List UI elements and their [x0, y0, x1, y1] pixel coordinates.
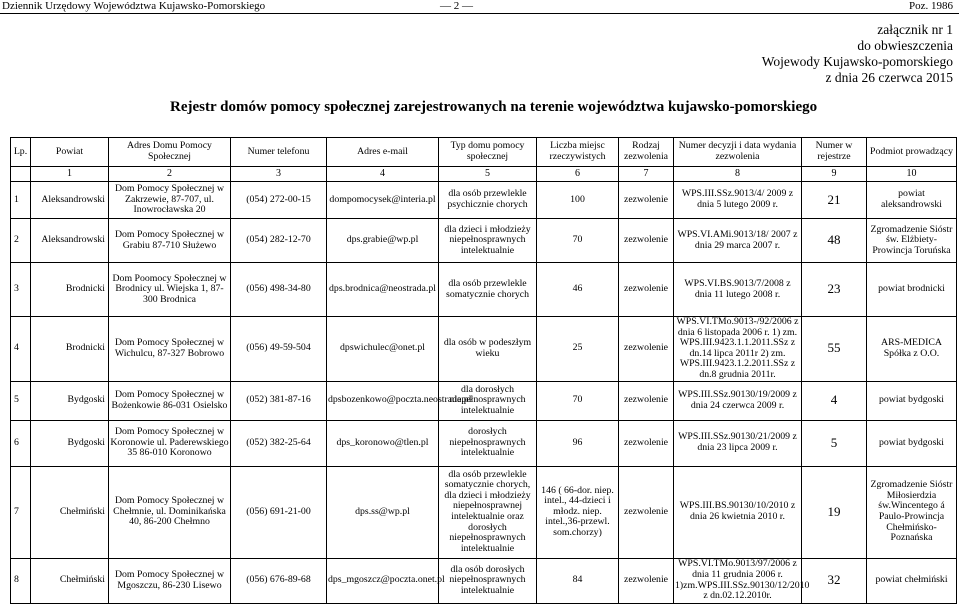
cell-powiat: Aleksandrowski: [31, 219, 109, 263]
cell-places: 46: [537, 263, 619, 317]
cell-email: dpswichulec@onet.pl: [327, 317, 439, 382]
column-header: Adres Domu Pomocy Społecznej: [109, 138, 231, 167]
cell-decision: WPS.III.SSz.90130/19/2009 z dnia 24 czerwca 2009 r.: [674, 381, 802, 420]
column-number: 9: [802, 167, 867, 182]
cell-permit: zezwolenie: [619, 558, 674, 603]
cell-places: 25: [537, 317, 619, 382]
table-row: [11, 381, 957, 420]
column-number: 5: [439, 167, 537, 182]
table-row: [11, 219, 957, 263]
cell-email: dpsbozenkowo@poczta.neostrada.pl: [327, 381, 439, 420]
table-row: [11, 317, 957, 382]
cell-places: 100: [537, 182, 619, 219]
column-header: Rodzaj zezwolenia: [619, 138, 674, 167]
cell-powiat: Chełmiński: [31, 466, 109, 558]
column-header: Typ domu pomocy społecznej: [439, 138, 537, 167]
cell-address: Dom Pomocy Społecznej w Wichulcu, 87-327 Bobrowo: [109, 317, 231, 382]
column-number: 1: [31, 167, 109, 182]
cell-lp: 4: [11, 317, 31, 382]
cell-email: dps_koronowo@tlen.pl: [327, 420, 439, 466]
table-row: [11, 558, 957, 603]
cell-decision: WPS.VI.TMo.9013/97/2006 z dnia 11 grudnia 2006 r. 1)zm.WPS.III.SSz.90130/12/2010 z dn.02.12.2010r.: [675, 558, 810, 602]
cell-decision: WPS.III.BS.90130/10/2010 z dnia 26 kwietnia 2010 r.: [674, 466, 802, 558]
cell-address: Dom Pomocy Społecznej w Zakrzewie, 87-707, ul. Inowrocławska 20: [109, 182, 231, 219]
table-row: [11, 466, 957, 558]
cell-operator: ARS-MEDICA Spółka z O.O.: [867, 317, 957, 382]
cell-regnum: 5: [802, 420, 867, 466]
cell-permit: zezwolenie: [619, 420, 674, 466]
cell-phone: (052) 382-25-64: [231, 420, 327, 466]
cell-powiat: Brodnicki: [31, 317, 109, 382]
cell-decision: WPS.III.SSz.90130/21/2009 z dnia 23 lipca 2009 r.: [674, 420, 802, 466]
column-header: Numer w rejestrze: [802, 138, 867, 167]
cell-phone: (056) 49-59-504: [231, 317, 327, 382]
column-number: 4: [327, 167, 439, 182]
cell-regnum: 55: [802, 317, 867, 382]
cell-places: 70: [537, 219, 619, 263]
position-number: Poz. 1986: [909, 0, 953, 12]
cell-phone: (052) 381-87-16: [231, 381, 327, 420]
cell-operator: powiat aleksandrowski: [867, 182, 957, 219]
column-number: [11, 167, 31, 182]
cell-permit: zezwolenie: [619, 466, 674, 558]
annex-line: Wojewody Kujawsko-pomorskiego: [761, 54, 953, 69]
cell-phone: (054) 272-00-15: [231, 182, 327, 219]
cell-permit: zezwolenie: [619, 182, 674, 219]
cell-decision: WPS.III.SSz.9013/4/ 2009 z dnia 5 lutego 2009 r.: [674, 182, 802, 219]
cell-type: dla osób dorosłych niepełnosprawnych intelektualnie: [439, 558, 537, 603]
cell-lp: 5: [11, 381, 31, 420]
cell-email: dps_mgoszcz@poczta.onet.pl: [327, 558, 439, 603]
cell-operator: powiat bydgoski: [867, 381, 957, 420]
cell-phone: (056) 691-21-00: [231, 466, 327, 558]
cell-email: dps.ss@wp.pl: [327, 466, 439, 558]
column-header: Numer decyzji i data wydania zezwolenia: [674, 138, 802, 167]
column-header: Numer telefonu: [231, 138, 327, 167]
cell-decision: WPS.VI.BS.9013/7/2008 z dnia 11 lutego 2008 r.: [674, 263, 802, 317]
cell-address: Dom Pomocy Społecznej w Grabiu 87-710 Służewo: [109, 219, 231, 263]
annex-line: do obwieszczenia: [857, 38, 953, 53]
cell-places: 84: [537, 558, 619, 603]
cell-lp: 1: [11, 182, 31, 219]
cell-address: Dom Pomocy Społecznej w Mgoszczu, 86-230 Lisewo: [109, 558, 231, 603]
cell-powiat: Aleksandrowski: [31, 182, 109, 219]
cell-operator: powiat chełmiński: [867, 558, 957, 603]
cell-type: dla osób przewlekle somatycznie chorych: [439, 263, 537, 317]
cell-lp: 8: [11, 558, 31, 603]
cell-email: dompomocysek@interia.pl: [327, 182, 439, 219]
cell-phone: (054) 282-12-70: [231, 219, 327, 263]
header-row: [11, 138, 957, 167]
cell-lp: 7: [11, 466, 31, 558]
table-row: [11, 182, 957, 219]
journal-name: Dziennik Urzędowy Województwa Kujawsko-Pomorskiego: [2, 0, 266, 12]
column-number-row: [11, 167, 957, 182]
cell-decision: WPS.VI.TMo.9013-/92/2006 z dnia 6 listopada 2006 r. 1) zm. WPS.III.9423.1.1.2011.SSz z dn.14 lipca 2011r 2) zm. WPS.III.9423.1.2.2011.SSz z dn.8 grudnia 2011r.: [674, 317, 802, 382]
cell-powiat: Bydgoski: [31, 420, 109, 466]
cell-powiat: Brodnicki: [31, 263, 109, 317]
cell-operator: Zgromadzenie Sióstr św. Elżbiety-Prowincja Toruńska: [867, 219, 957, 263]
cell-address: Dom Pomocy Społecznej w Chełmnie, ul. Dominikańska 40, 86-200 Chełmno: [109, 466, 231, 558]
column-number: 7: [619, 167, 674, 182]
cell-permit: zezwolenie: [619, 219, 674, 263]
page-number: — 2 —: [440, 0, 473, 12]
column-header: Podmiot prowadzący: [867, 138, 957, 167]
cell-address: Dom Pomocy Społecznej w Koronowie ul. Paderewskiego 35 86-010 Koronowo: [109, 420, 231, 466]
header-divider: [0, 13, 959, 14]
register-table: [10, 137, 957, 604]
column-number: 10: [867, 167, 957, 182]
column-header: Liczba miejsc rzeczywistych: [537, 138, 619, 167]
cell-lp: 6: [11, 420, 31, 466]
cell-lp: 2: [11, 219, 31, 263]
cell-type: dla osób przewlekle somatycznie chorych, dla dzieci i młodzieży niepełnosprawnej intelektualnie oraz dorosłych niepełnosprawnych intelektualnie: [439, 466, 537, 558]
cell-operator: powiat brodnicki: [867, 263, 957, 317]
cell-type: dla osób w podeszłym wieku: [439, 317, 537, 382]
cell-regnum: 4: [802, 381, 867, 420]
cell-email: dps.grabie@wp.pl: [327, 219, 439, 263]
table-row: [11, 420, 957, 466]
column-number: 6: [537, 167, 619, 182]
annex-line: z dnia 26 czerwca 2015: [825, 70, 953, 85]
cell-address: Dom Pomocy Społecznej w Bożenkowie 86-031 Osielsko: [109, 381, 231, 420]
column-number: 2: [109, 167, 231, 182]
cell-phone: (056) 676-89-68: [231, 558, 327, 603]
column-number: 8: [674, 167, 802, 182]
table-row: [11, 263, 957, 317]
cell-regnum: 23: [802, 263, 867, 317]
column-number: 3: [231, 167, 327, 182]
cell-address: Dom Poomocy Społecznej w Brodnicy ul. Wiejska 1, 87-300 Brodnica: [109, 263, 231, 317]
cell-type: dla dorosłych niepełnosprawnych intelektualnie: [439, 381, 537, 420]
cell-type: dorosłych niepełnosprawnych intelektualnie: [439, 420, 537, 466]
cell-permit: zezwolenie: [619, 263, 674, 317]
cell-operator: Zgromadzenie Sióstr Miłosierdzia św.Wincentego á Paulo-Prowincja Chełmińsko-Poznańska: [867, 466, 957, 558]
cell-decision: WPS.VI.AMi.9013/18/ 2007 z dnia 29 marca 2007 r.: [674, 219, 802, 263]
cell-regnum: 19: [802, 466, 867, 558]
cell-email: dps.brodnica@neostrada.pl: [327, 263, 439, 317]
cell-places: 146 ( 66-dor. niep. intel., 44-dzieci i młodz. niep. intel.,36-przewl. som.chorzy): [537, 466, 619, 558]
cell-lp: 3: [11, 263, 31, 317]
cell-powiat: Chełmiński: [31, 558, 109, 603]
journal-header: [0, 0, 959, 14]
cell-permit: zezwolenie: [619, 317, 674, 382]
page-title: Rejestr domów pomocy społecznej zarejestrowanych na terenie województwa kujawsko-pomorskiego: [170, 99, 818, 115]
annex-line: załącznik nr 1: [877, 22, 953, 37]
cell-regnum: 32: [802, 558, 867, 603]
cell-powiat: Bydgoski: [31, 381, 109, 420]
cell-regnum: 48: [802, 219, 867, 263]
cell-places: 96: [537, 420, 619, 466]
cell-type: dla osób przewlekle psychicznie chorych: [439, 182, 537, 219]
cell-operator: powiat bydgoski: [867, 420, 957, 466]
cell-places: 70: [537, 381, 619, 420]
column-header: Lp.: [11, 138, 31, 167]
cell-permit: zezwolenie: [619, 381, 674, 420]
cell-type: dla dzieci i młodzieży niepełnosprawnych intelektualnie: [439, 219, 537, 263]
annex-block: [762, 22, 953, 86]
column-header: Powiat: [31, 138, 109, 167]
cell-phone: (056) 498-34-80: [231, 263, 327, 317]
cell-regnum: 21: [802, 182, 867, 219]
column-header: Adres e-mail: [327, 138, 439, 167]
